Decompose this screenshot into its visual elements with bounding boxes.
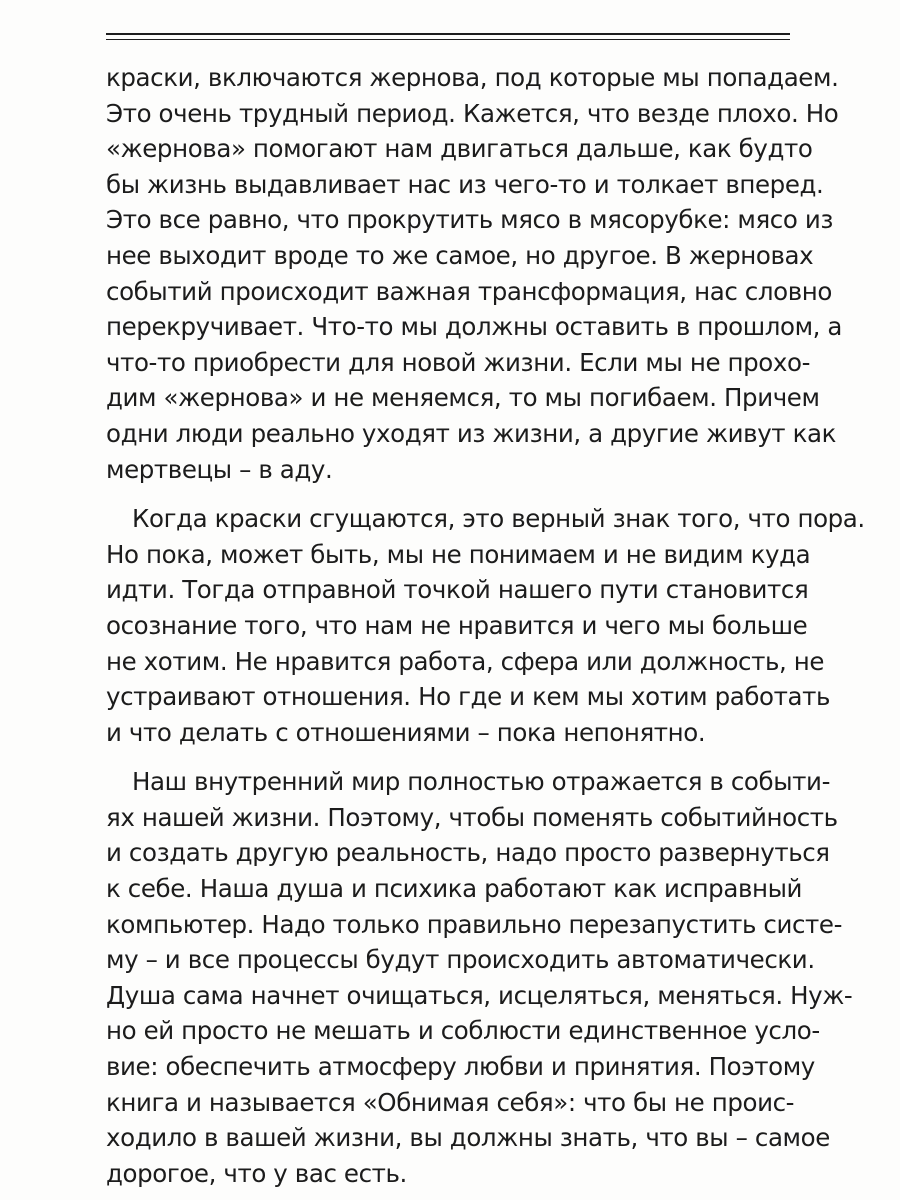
text-line: му – и все процессы будут происходить автоматически. bbox=[106, 945, 815, 975]
text-line: дим «жернова» и не меняемся, то мы погибаем. Причем bbox=[106, 383, 820, 413]
text-line: мертвецы – в аду. bbox=[106, 454, 333, 484]
text-line: Когда краски сгущаются, это верный знак того, что пора. bbox=[132, 504, 865, 534]
text-line: к себе. Наша душа и психика работают как исправный bbox=[106, 874, 803, 904]
body-text bbox=[106, 60, 865, 1191]
text-line: Это очень трудный период. Кажется, что везде плохо. Но bbox=[106, 98, 839, 128]
text-line: и создать другую реальность, надо просто развернуться bbox=[106, 838, 830, 868]
paragraph-1 bbox=[106, 60, 843, 487]
text-line: дорогое, что у вас есть. bbox=[106, 1158, 407, 1188]
header-rule-thin bbox=[106, 39, 790, 40]
text-line: Душа сама начнет очищаться, исцеляться, меняться. Нуж- bbox=[106, 980, 853, 1010]
text-line: идти. Тогда отправной точкой нашего пути становится bbox=[106, 575, 809, 605]
text-line: Наш внутренний мир полностью отражается в событи- bbox=[132, 767, 831, 797]
text-line: «жернова» помогают нам двигаться дальше, как будто bbox=[106, 134, 813, 164]
text-line: перекручивает. Что-то мы должны оставить в прошлом, а bbox=[106, 312, 843, 342]
text-line: Это все равно, что прокрутить мясо в мясорубке: мясо из bbox=[106, 205, 834, 235]
text-line: и что делать с отношениями – пока непонятно. bbox=[106, 717, 706, 747]
paragraph-2 bbox=[106, 501, 865, 750]
text-line: осознание того, что нам не нравится и чего мы больше bbox=[106, 610, 808, 640]
paragraph-3 bbox=[106, 764, 853, 1191]
text-line: бы жизнь выдавливает нас из чего-то и толкает вперед. bbox=[106, 169, 824, 199]
text-line: Но пока, может быть, мы не понимаем и не видим куда bbox=[106, 539, 811, 569]
text-line: компьютер. Надо только правильно перезапустить систе- bbox=[106, 909, 843, 939]
text-line: нее выходит вроде то же самое, но другое. В жерновах bbox=[106, 240, 814, 270]
text-line: событий происходит важная трансформация, нас словно bbox=[106, 276, 832, 306]
text-line: вие: обеспечить атмосферу любви и принятия. Поэтому bbox=[106, 1052, 815, 1082]
text-line: но ей просто не мешать и соблюсти единственное усло- bbox=[106, 1016, 820, 1046]
text-line: одни люди реально уходят из жизни, а другие живут как bbox=[106, 418, 836, 448]
text-line: книга и называется «Обнимая себя»: что бы не проис- bbox=[106, 1087, 795, 1117]
text-line: что-то приобрести для новой жизни. Если мы не прохо- bbox=[106, 347, 811, 377]
text-line: устраивают отношения. Но где и кем мы хотим работать bbox=[106, 682, 831, 712]
text-line: ях нашей жизни. Поэтому, чтобы поменять событийность bbox=[106, 802, 838, 832]
text-line: не хотим. Не нравится работа, сфера или должность, не bbox=[106, 646, 825, 676]
header-rule-thick bbox=[106, 33, 790, 35]
text-line: краски, включаются жернова, под которые мы попадаем. bbox=[106, 63, 839, 92]
text-line: ходило в вашей жизни, вы должны знать, что вы – самое bbox=[106, 1123, 830, 1153]
